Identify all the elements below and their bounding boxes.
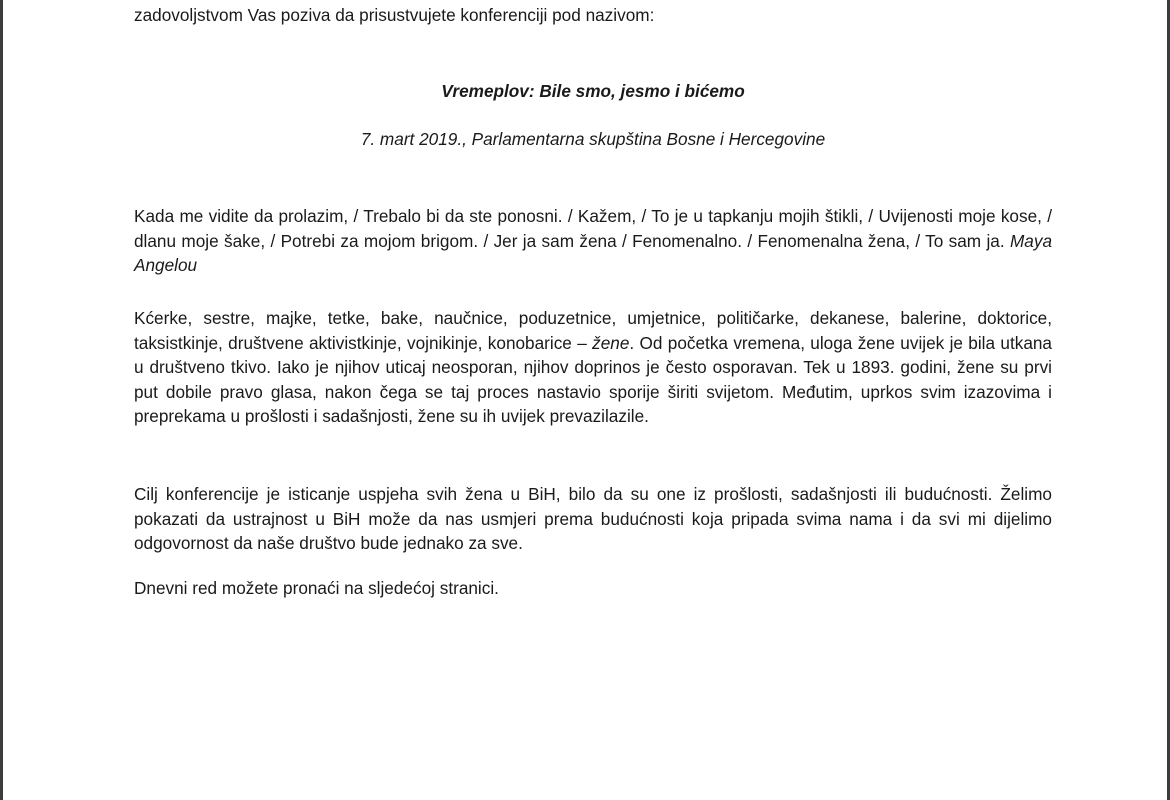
conference-date-place: 7. mart 2019., Parlamentarna skupština Bosne i Hercegovine — [360, 129, 826, 149]
women-paragraph — [134, 306, 1052, 429]
quote-text: Kada me vidite da prolazim, / Trebalo bi da ste ponosni. / Kažem, / To je u tapkanju mojih štikli, / Uvijenosti moje kose, / dlanu moje šake, / Potrebi za mojom brigom. / Jer ja sam žena / Fenomenalno. / Fenomenalna žena, / To sam ja. — [134, 206, 1052, 251]
women-emphasis: žene — [592, 332, 630, 353]
quote-author: Maya Angelou — [134, 230, 1052, 275]
agenda-paragraph: Dnevni red možete pronaći na sljedećoj stranici. — [134, 578, 499, 598]
quote-paragraph — [134, 204, 1052, 278]
conference-title: Vremeplov: Bile smo, jesmo i bićemo — [441, 81, 745, 101]
viewer-left-border — [0, 0, 3, 800]
goal-paragraph: Cilj konferencije je isticanje uspjeha svih žena u BiH, bilo da su one iz prošlosti, sadašnjosti ili budućnosti. Želimo pokazati da ustrajnost u BiH može da nas usmjeri prema budućnosti koja pripada svima nama i da svi mi dijelimo odgovornost da naše društvo bude jednako za sve. — [134, 484, 1052, 553]
women-list: Kćerke, sestre, majke, tetke, bake, naučnice, poduzetnice, umjetnice, političarke, dekanese, balerine, doktorice, taksistkinje, društvene aktivistkinje, vojnikinje, konobarice – — [134, 308, 1052, 353]
intro-line: zadovoljstvom Vas poziva da prisustvujete konferenciji pod nazivom: — [134, 5, 655, 25]
women-rest: . Od početka vremena, uloga žene uvijek je bila utkana u društveno tkivo. Iako je njihov uticaj neosporan, njihov doprinos je često osporavan. Tek u 1893. godini, žene su prvi put dobile pravo glasa, nakon čega se taj proces nastavio sporije širiti svijetom. Međutim, uprkos svim izazovima i preprekama u prošlosti i sadašnjosti, žene su ih uvijek prevazilazile. — [134, 332, 1052, 426]
